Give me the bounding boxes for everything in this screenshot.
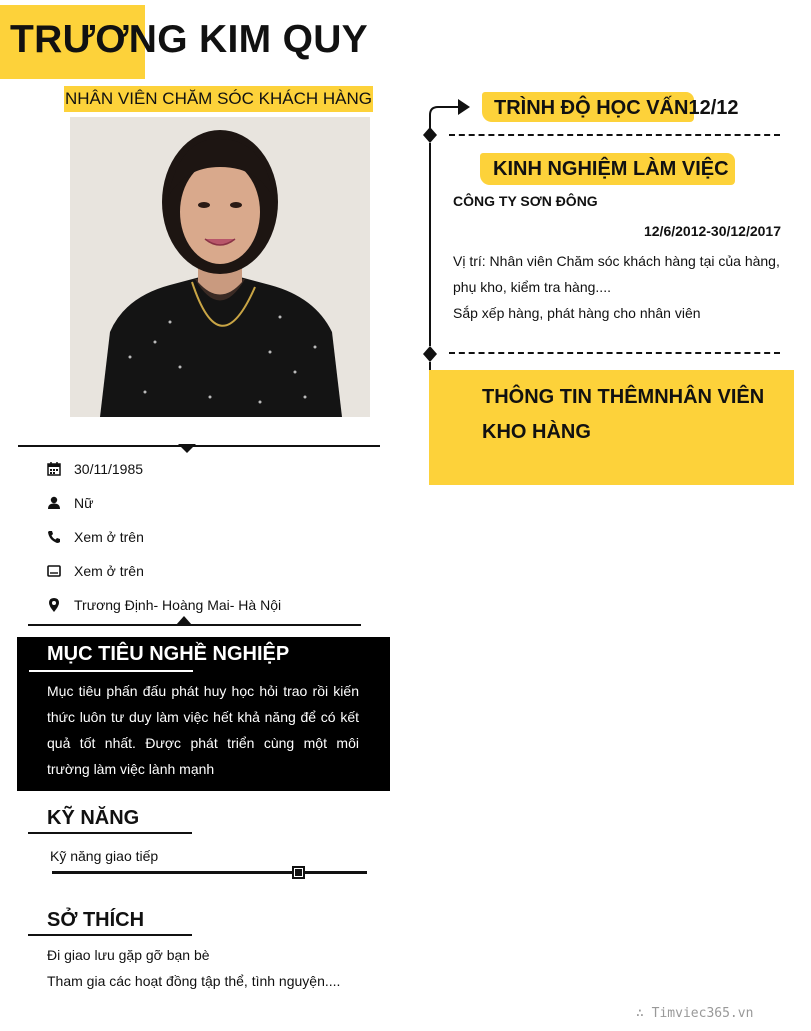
- experience-description: [453, 248, 785, 326]
- experience-title: KINH NGHIỆM LÀM VIỆC: [493, 158, 729, 180]
- hobby-item: Tham gia các hoạt đồng tập thể, tình nguyện....: [47, 973, 341, 989]
- hobby-item: Đi giao lưu gặp gỡ bạn bè: [47, 947, 210, 963]
- info-divider-top: [18, 445, 380, 447]
- info-birthdate: [46, 459, 143, 479]
- divider-arrow-up-icon: [176, 616, 192, 625]
- email-icon: [46, 563, 62, 579]
- divider-arrow-down-icon: [178, 444, 196, 454]
- info-address: [46, 595, 281, 615]
- watermark: ∴ Timviec365.vn: [636, 1006, 754, 1021]
- portrait-illustration: [70, 117, 370, 417]
- skill-level-track: [52, 871, 367, 874]
- skills-underline: [28, 832, 192, 834]
- timeline-diamond-icon: [423, 346, 437, 362]
- hobbies-underline: [28, 934, 192, 936]
- phone-value: Xem ở trên: [74, 529, 144, 545]
- skill-level-marker-core: [295, 869, 302, 876]
- skill-name: Kỹ năng giao tiếp: [50, 848, 159, 864]
- objective-title: MỤC TIÊU NGHỀ NGHIỆP: [47, 643, 290, 665]
- objective-underline: [29, 670, 193, 672]
- education-title: TRÌNH ĐỘ HỌC VẤN12/12: [494, 97, 739, 119]
- info-gender: [46, 493, 93, 513]
- gender-value: Nữ: [74, 495, 94, 511]
- experience-line: Sắp xếp hàng, phát hàng cho nhân viên: [453, 305, 701, 321]
- objective-text: Mục tiêu phấn đấu phát huy học hỏi trao rồi kiến thức luôn tư duy làm việc hết khả năng để có kết quả tốt nhất. Được phát triển cùng một môi trường làm việc lành mạnh: [47, 683, 359, 777]
- job-title: NHÂN VIÊN CHĂM SÓC KHÁCH HÀNG: [64, 86, 373, 112]
- info-email: [46, 561, 144, 581]
- employment-dates: 12/6/2012-30/12/2017: [643, 223, 781, 239]
- address-value: Trương Định- Hoàng Mai- Hà Nội: [74, 597, 282, 613]
- experience-divider: [449, 352, 780, 354]
- info-phone: [46, 527, 144, 547]
- profile-photo: [70, 117, 370, 417]
- company-name: CÔNG TY SƠN ĐÔNG: [453, 193, 598, 209]
- info-divider-bottom: [28, 624, 361, 626]
- skills-title: KỸ NĂNG: [47, 807, 140, 829]
- person-icon: [46, 495, 62, 511]
- education-divider: [449, 134, 780, 136]
- timeline-arrow-right-icon: [458, 99, 470, 115]
- timeline-diamond-icon: [423, 127, 437, 143]
- birthdate-value: 30/11/1985: [74, 461, 144, 477]
- map-pin-icon: [46, 597, 62, 613]
- additional-info-text: THÔNG TIN THÊMNHÂN VIÊN KHO HÀNG: [482, 386, 765, 443]
- calendar-icon: [46, 461, 62, 477]
- phone-icon: [46, 529, 62, 545]
- candidate-name: TRƯƠNG KIM QUY: [10, 18, 368, 61]
- email-value: Xem ở trên: [74, 563, 144, 579]
- experience-line: Vị trí: Nhân viên Chăm sóc khách hàng tại của hàng, phụ kho, kiểm tra hàng....: [453, 253, 780, 295]
- hobbies-title: SỞ THÍCH: [47, 909, 145, 931]
